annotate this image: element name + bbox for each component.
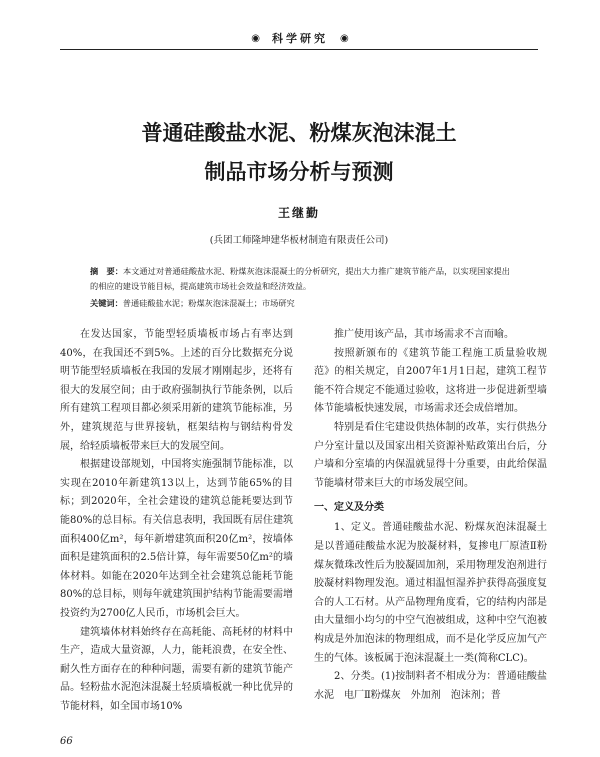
keywords	[90, 296, 510, 311]
keywords-label: 关键词：	[90, 298, 123, 308]
header-rule	[60, 49, 538, 50]
header-left-ornament: ◉	[251, 32, 260, 44]
running-header	[215, 30, 385, 46]
article-title-line-1: 普通硅酸盐水泥、粉煤灰泡沫混土	[141, 121, 457, 145]
body-paragraph: 特别是看住宅建设供热体制的改革，实行供热分户分室计量以及国家出相关资源补贴政策出台后，分户墙和分室墙的内保温就显得十分重要，由此给保温节能墙材带来巨大的市场发展空间。	[314, 421, 547, 489]
author-name: 王继勤	[277, 206, 320, 220]
author-affiliation: (兵团工师隆坤建华板材制造有限责任公司)	[209, 235, 389, 246]
article-title-line-2: 制品市场分析与预测	[204, 160, 394, 184]
body-paragraph: 建筑墙体材料始终存在高耗能、高耗材的材料中生产，造成大量资源，人力，能耗浪费，在安全性、耐久性方面存在的种种问题，需要有新的建筑节能产品。轻粉盐水泥泡沫混凝土轻质墙板就一种比优异的节能材料，如全国市场10%	[60, 626, 293, 712]
body-paragraph: 推广使用该产品，其市场需求不言而喻。	[334, 329, 514, 340]
body-paragraph: 在发达国家，节能型轻质墙板市场占有率达到40%，在我国还不到5%。上述的百分比数据充分说明节能型轻质墙板在我国的发展才刚刚起步，还将有很大的发展空间；由于政府强制执行节能条例，以后所有建筑工程项目都必须采用新的建筑节能标准，另外，建筑规范与世界接轨，框架结构与钢结构骨发展，给轻质墙板带来巨大的发展空间。	[60, 329, 293, 452]
body-column-left	[60, 326, 293, 716]
abstract	[90, 264, 510, 294]
body-paragraph: 2、分类。(1)按制料者不相成分为：普通硅酸盐水泥 电厂Ⅱ粉煤灰 外加剂 泡沫剂；普	[314, 671, 547, 701]
section-heading: 一、定义及分类	[314, 502, 384, 514]
body-column-right	[314, 326, 547, 705]
keywords-text: 普通硅酸盐水泥；粉煤灰泡沫混凝土；市场研究	[122, 298, 295, 308]
section-label: 科学研究	[272, 32, 328, 45]
body-paragraph: 按照新颁布的《建筑节能工程施工质量验收规范》的相关规定，自2007年1月1日起，建筑工程节能不符合规定不能通过验收，这将进一步促进新型墙体节能墙板快速发展，市场需求还会成倍增加。	[314, 347, 547, 415]
abstract-label: 摘 要：	[90, 266, 123, 276]
body-paragraph: 根据建设部规划，中国将实施强制节能标准，以实现在2010年新建筑13以上，达到节能65%的目标；到2020年，全社会建设的建筑总能耗要达到节能80%的总目标。有关信息表明，我国既有居住建筑面积400亿m²，每年新增建筑面积20亿m²，按墙体面积是建筑面积的2.5倍计算，每年需要50亿m²的墙体材料。如能在2020年达到全社会建筑总能耗节能80%的总目标，则每年就建筑围护结构节能需要需增投资约为2700亿人民币，市场机会巨大。	[60, 459, 293, 619]
page-number: 66	[60, 736, 73, 747]
body-paragraph: 1、定义。普通硅酸盐水泥、粉煤灰泡沫混凝土是以普通硅酸盐水泥为胶凝材料，复掺电厂原渣Ⅱ粉煤灰微珠改性后为胶凝固加剂，采用物理发泡剂进行胶凝材料物理发泡。通过相温恒湿养护获得高强度复合的人工石材。从产品物理角度看，它的结构内部是由大量细小均匀的中空气泡被组成，这种中空气泡被构成是外加泡沫的物理组成，而不是化学反应加气产生的气体。该板属于泡沫混凝土一类(简称CLC)。	[314, 522, 547, 664]
abstract-text: 本文通过对普通硅酸盐水泥、粉煤灰泡沫混凝土的分析研究，提出大力推广建筑节能产品，以实现国家提出的相应的建设节能目标，提高建筑市场社会效益和经济效益。	[90, 266, 510, 291]
header-right-ornament: ◉	[340, 32, 349, 44]
